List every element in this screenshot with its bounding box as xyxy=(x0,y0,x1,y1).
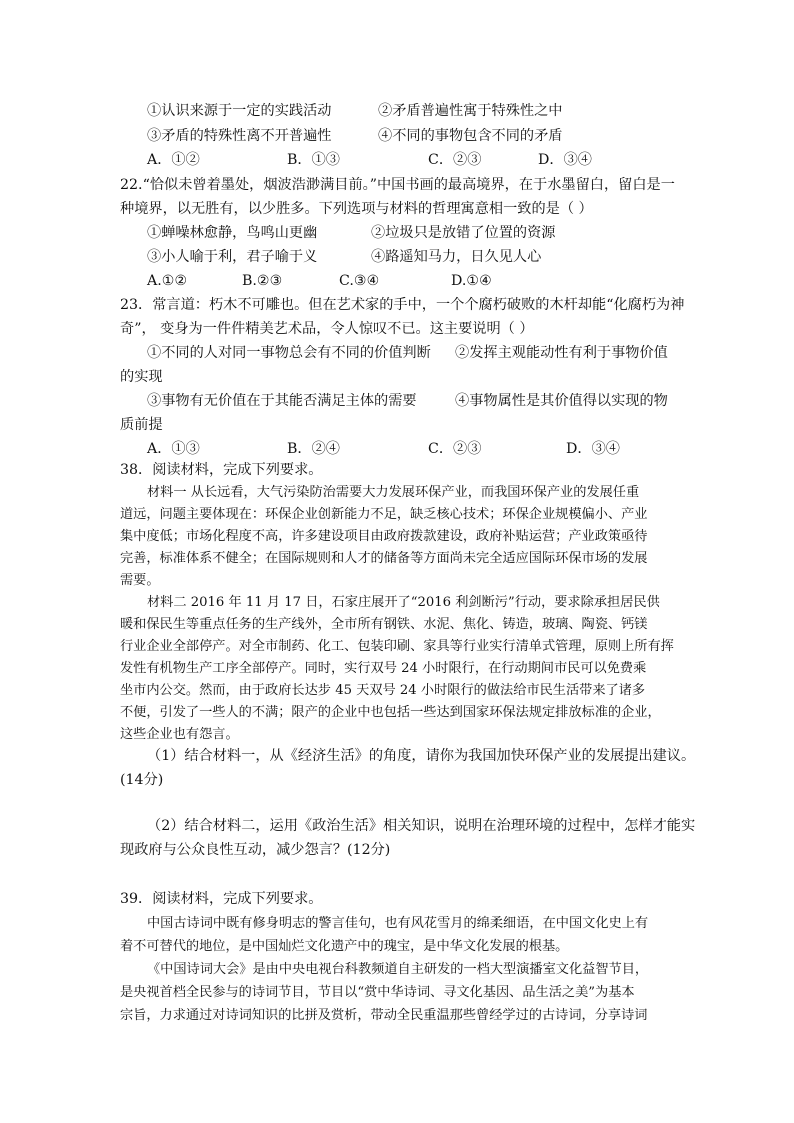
q38-material1-line: 集中度低；市场化程度不高，许多建设项目由政府拨款建设，政府补贴运营；产业政策亟待 xyxy=(120,529,648,544)
q23-choice-a: A．①③ xyxy=(147,441,200,457)
q21-choice-c: C．②③ xyxy=(428,152,482,168)
q38-subquestion-2: （2）结合材料二，运用《政治生活》相关知识，说明在治理环境的过程中，怎样才能实 xyxy=(147,818,696,834)
q39-paragraph-2-line: 宗旨，力求通过对诗词知识的比拼及赏析，带动全民重温那些曾经学过的古诗词，分享诗词 xyxy=(120,1008,648,1023)
q39-paragraph-1-line: 中国古诗词中既有修身明志的警言佳句，也有风花雪月的绵柔细语，在中国文化史上有 xyxy=(147,916,649,931)
q38-material2-line: 坐市内公交。然而，由于政府长达步 45 天双号 24 小时限行的做法给市民生活带来了诸多 xyxy=(120,683,646,698)
q22-option-3: ③小人喻于利，君子喻于义 xyxy=(147,249,318,265)
q23-option-1: ①不同的人对同一事物总会有不同的价值判断 xyxy=(147,345,431,361)
q23-option-2: ②发挥主观能动性有利于事物价值 xyxy=(455,345,668,361)
q22-choice-b: B.②③ xyxy=(242,273,283,289)
q22-choice-c: C.③④ xyxy=(339,273,380,289)
q39-paragraph-1-line: 着不可替代的地位，是中国灿烂文化遗产中的瑰宝，是中华文化发展的根基。 xyxy=(120,939,569,954)
q22-choice-d: D.①④ xyxy=(451,273,492,289)
q22-choice-a: A.①② xyxy=(147,273,188,289)
q38-material2-line: 行业企业全部停产。对全市制药、化工、包装印刷、家具等行业实行清单式管理，原则上所有挥 xyxy=(120,639,674,654)
q21-choice-a: A．①② xyxy=(147,152,200,168)
q23-option-3: ③事物有无价值在于其能否满足主体的需要 xyxy=(147,393,417,409)
q38-subquestion-2-cont: 现政府与公众良性互动，减少怨言？(12分) xyxy=(120,842,391,858)
q23-option-4-cont: 质前提 xyxy=(120,417,163,433)
q38-material2-line: 暖和保民生等重点任务的生产线外，全市所有钢铁、水泥、焦化、铸造，玻璃、陶瓷、钙镁 xyxy=(120,617,648,632)
q22-stem-line-2: 种境界，以无胜有，以少胜多。下列选项与材料的哲理寓意相一致的是（ ） xyxy=(120,201,593,217)
q23-choice-b: B．②④ xyxy=(287,441,340,457)
q39-paragraph-2-line: 是央视首档全民参与的诗词节目，节目以“赏中华诗词、寻文化基因、品生活之美”为基本 xyxy=(120,985,635,1000)
q38-title: 38．阅读材料，完成下列要求。 xyxy=(120,462,323,478)
q38-material1-line: 完善，标准体系不健全；在国际规则和人才的储备等方面尚未完全适应国际环保市场的发展 xyxy=(120,551,648,566)
q38-material2-line: 发性有机物生产工序全部停产。同时，实行双号 24 小时限行，在行动期间市民可以免费乘 xyxy=(120,661,647,676)
q22-stem-line-1: 22.“恰似未曾着墨处，烟波浩渺满目前。”中国书画的最高境界，在于水墨留白，留白是一 xyxy=(120,177,675,193)
q23-choice-d: D．③④ xyxy=(566,441,620,457)
q38-material1-line: 需要。 xyxy=(120,573,160,588)
q38-material2-line: 不便，引发了一些人的不满；限产的企业中也包括一些达到国家环保法规定排放标准的企业， xyxy=(120,705,661,720)
q23-option-2-cont: 的实现 xyxy=(120,369,163,385)
q23-stem-line-2: 奇”， 变身为一件件精美艺术品，令人惊叹不已。这主要说明（ ） xyxy=(120,321,534,337)
q22-option-1: ①蝉噪林愈静，鸟鸣山更幽 xyxy=(147,225,318,241)
q38-material1-line: 道远，问题主要体现在：环保企业创新能力不足，缺乏核心技术；环保企业规模偏小、产业 xyxy=(120,507,648,522)
q38-subquestion-1: （1）结合材料一，从《经济生活》的角度，请你为我国加快环保产业的发展提出建议。 xyxy=(147,748,696,764)
q22-option-2: ②垃圾只是放错了位置的资源 xyxy=(371,225,556,241)
q21-option-3: ③矛盾的特殊性离不开普遍性 xyxy=(147,128,332,144)
q23-choice-c: C．②③ xyxy=(428,441,482,457)
q23-option-4: ④事物属性是其价值得以实现的物 xyxy=(455,393,668,409)
q21-choice-d: D．③④ xyxy=(538,152,592,168)
q39-title: 39．阅读材料，完成下列要求。 xyxy=(120,891,323,907)
q38-material2-line: 这些企业也有怨言。 xyxy=(120,727,239,742)
q23-stem-line-1: 23．常言道：朽木不可雕也。但在艺术家的手中，一个个腐朽破败的木杆却能“化腐朽为神 xyxy=(120,297,685,313)
q39-paragraph-2-line: 《中国诗词大会》是由中央电视台科教频道自主研发的一档大型演播室文化益智节目， xyxy=(147,962,649,977)
q38-material2-line: 材料二 2016 年 11 月 17 日，石家庄展开了“2016 利剑断污”行动，要求除承担居民供 xyxy=(147,595,660,610)
q22-option-4: ④路遥知马力，日久见人心 xyxy=(371,249,542,265)
q21-option-2: ②矛盾普遍性寓于特殊性之中 xyxy=(378,103,563,119)
q38-subquestion-1-points: (14分) xyxy=(120,772,164,788)
q21-option-4: ④不同的事物包含不同的矛盾 xyxy=(378,128,563,144)
q38-material1-line: 材料一 从长远看，大气污染防治需要大力发展环保产业，而我国环保产业的发展任重 xyxy=(147,485,640,500)
q21-option-1: ①认识来源于一定的实践活动 xyxy=(147,103,332,119)
q21-choice-b: B．①③ xyxy=(287,152,340,168)
